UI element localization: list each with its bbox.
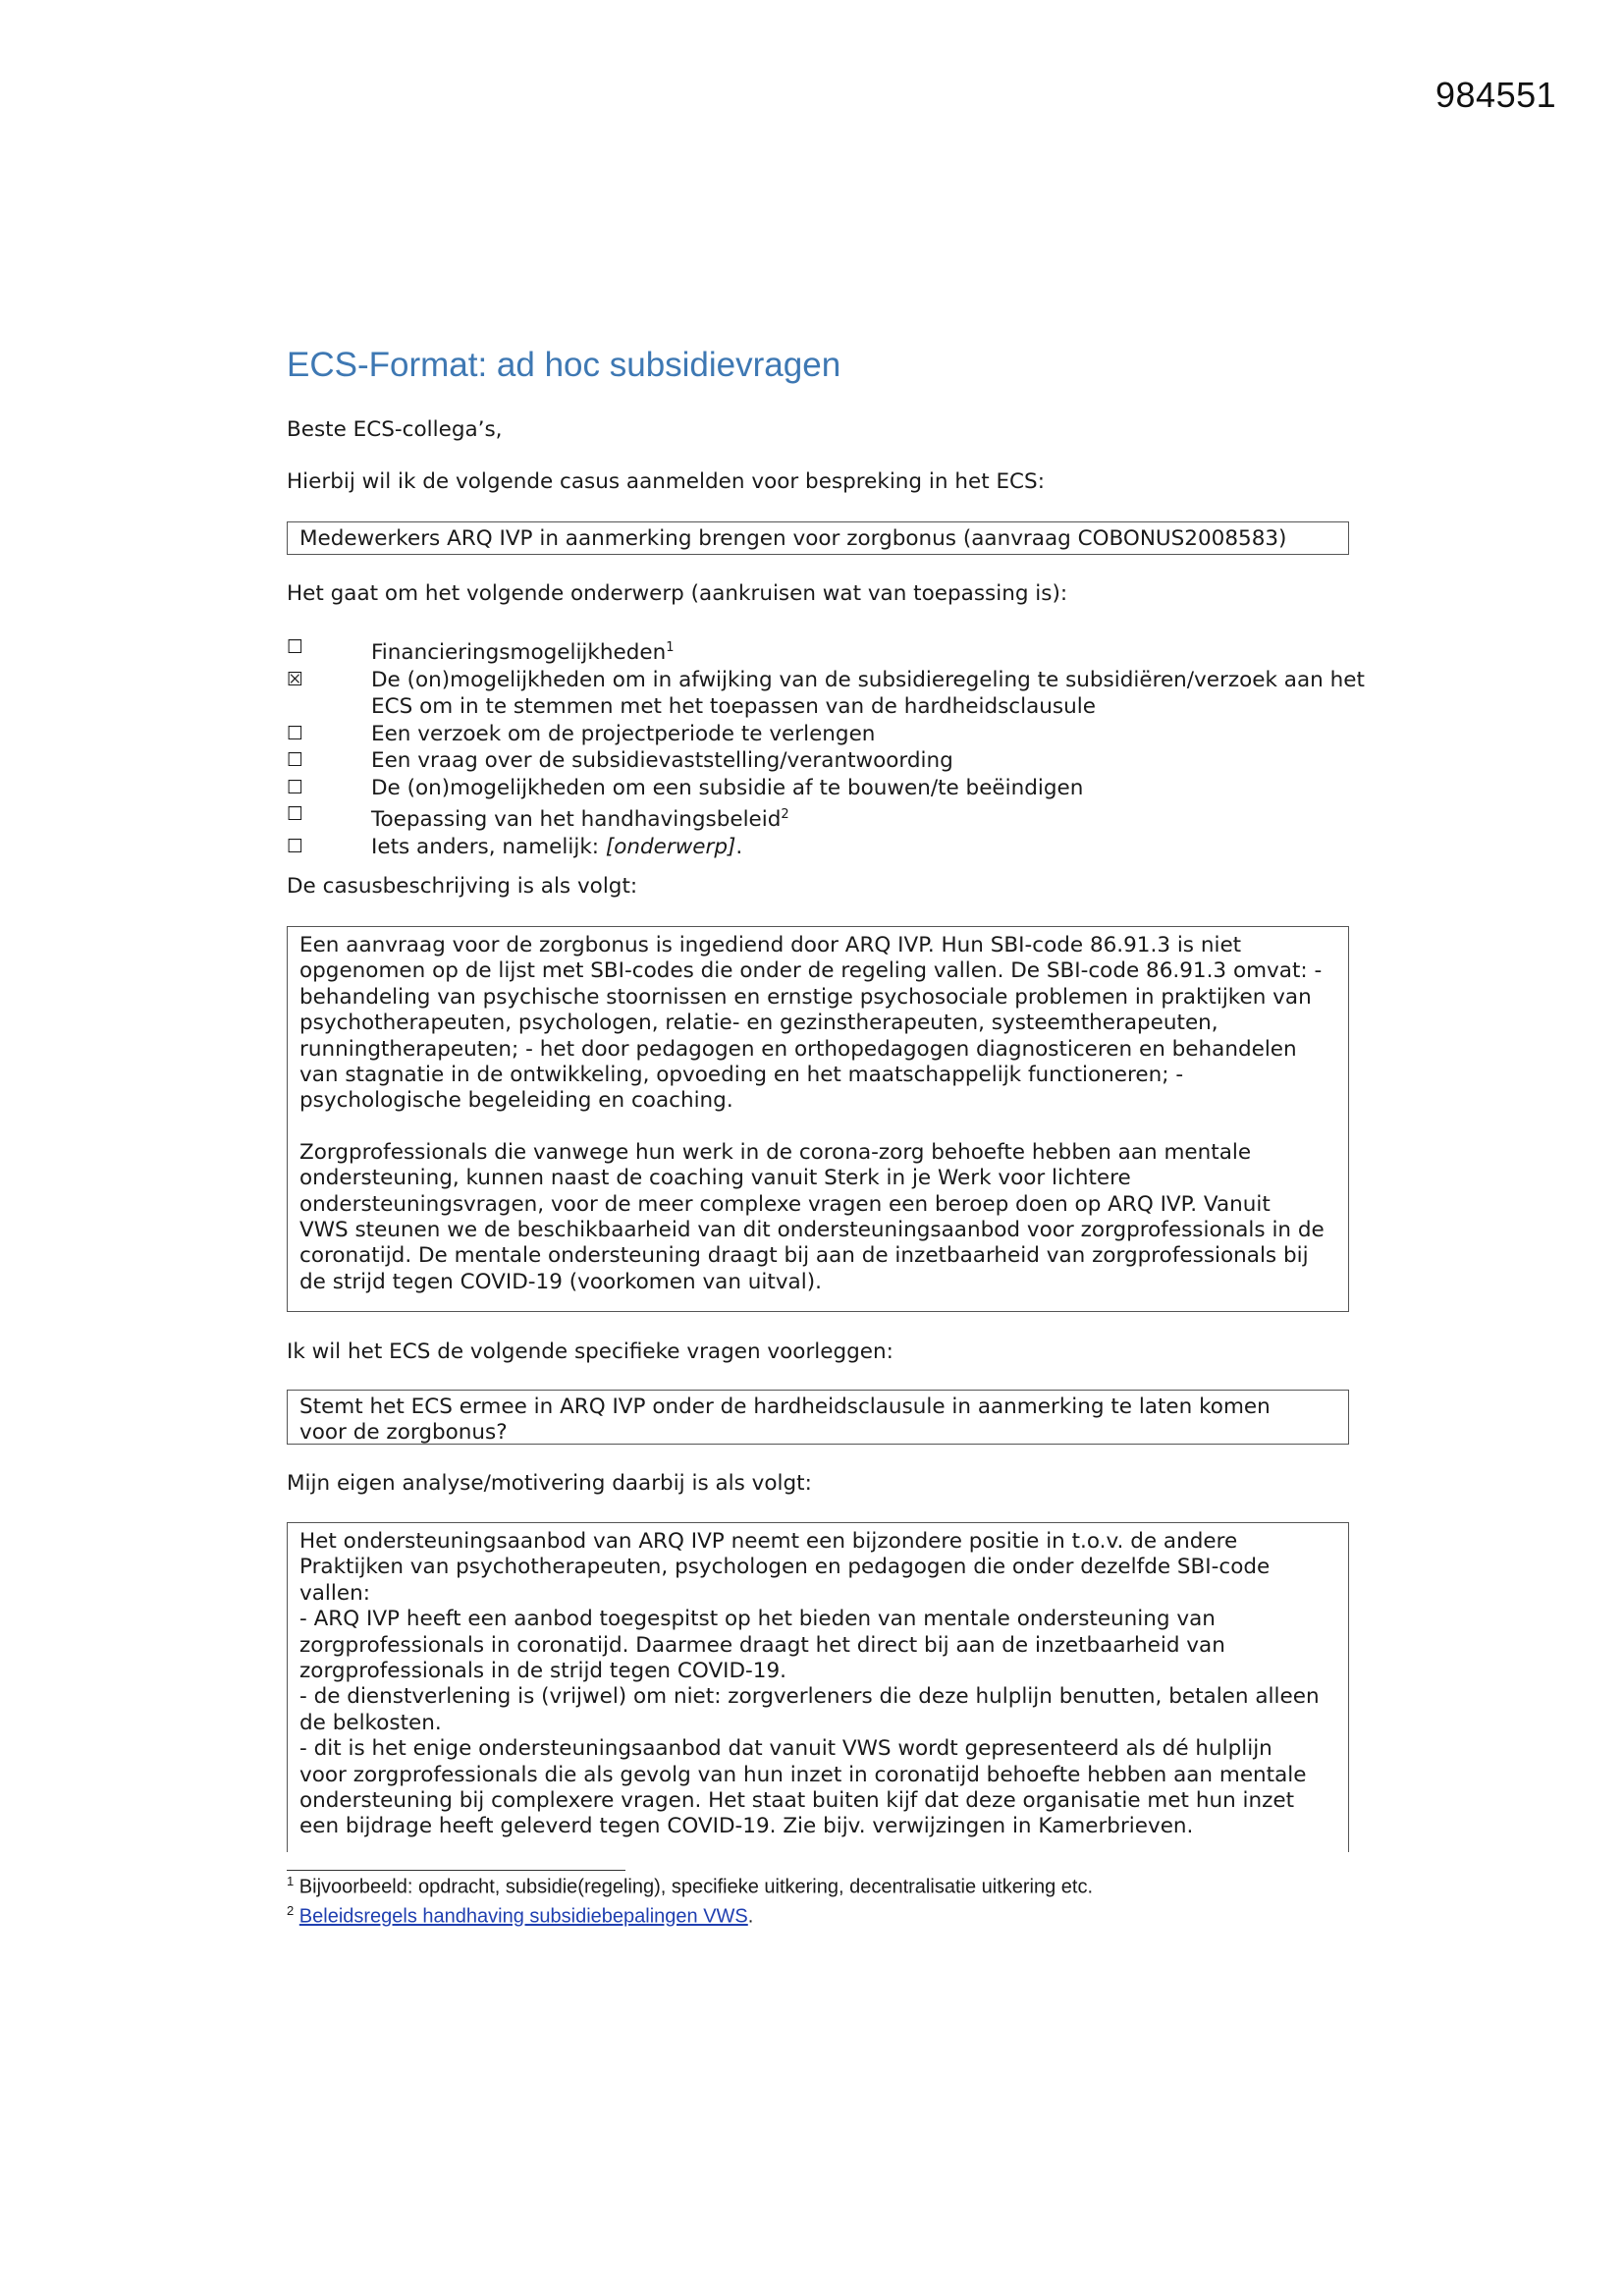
option-label: De (on)mogelijkheden om in afwijking van de subsidieregeling te subsidiëren/verzoek aan het ECS om in te stemmen met het toepassen van de hardheidsclausule xyxy=(371,667,1365,720)
case-title-box xyxy=(287,521,1349,555)
greeting: Beste ECS-collega’s, xyxy=(287,417,503,442)
footnote-ref: 1 xyxy=(666,640,675,655)
case-description-paragraph: Een aanvraag voor de zorgbonus is ingediend door ARQ IVP. Hun SBI-code 86.91.3 is niet opgenomen op de lijst met SBI-codes die onder de regeling vallen. De SBI-code 86.91.3 omvat: - behandeling van psychische stoornissen en ernstige psychosociale problemen in praktijken van psychotherapeuten, psychologen, relatie- en gezinstherapeuten, systeemtherapeuten, runningtherapeuten; - het door pedagogen en orthopedagogen diagnosticeren en behandelen van stagnatie in de ontwikkeling, opvoeding en het maatschappelijk functioneren; - psychologische begeleiding en coaching. xyxy=(299,933,1323,1114)
question-box xyxy=(287,1390,1349,1445)
option-label: Iets anders, namelijk: [onderwerp]. xyxy=(371,834,743,859)
option-row[interactable] xyxy=(287,667,1367,721)
case-title: Medewerkers ARQ IVP in aanmerking brengen voor zorgbonus (aanvraag COBONUS2008583) xyxy=(299,526,1287,551)
subject-checklist xyxy=(287,634,1367,860)
footnote-2: $^2$ Beleidsregels handhaving subsidiebepalingen VWS. xyxy=(287,1903,754,1928)
case-description-paragraph: Zorgprofessionals die vanwege hun werk in de corona-zorg behoefte hebben aan mentale ondersteuning, kunnen naast de coaching vanuit Sterk in je Werk voor lichtere ondersteuningsvragen, voor de meer complexe vragen een beroep doen op ARQ IVP. Vanuit VWS steunen we de beschikbaarheid van dit ondersteuningsaanbod voor zorgprofessionals in de coronatijd. De mentale ondersteuning draagt bij aan de inzetbaarheid van zorgprofessionals bij de strijd tegen COVID-19 (voorkomen van uitval). xyxy=(299,1139,1325,1294)
option-row[interactable] xyxy=(287,747,1367,775)
checkbox-icon[interactable]: ☒ xyxy=(287,668,304,690)
analysis-label: Mijn eigen analyse/motivering daarbij is als volgt: xyxy=(287,1471,812,1496)
analysis-box xyxy=(287,1522,1349,1852)
case-description-label: De casusbeschrijving is als volgt: xyxy=(287,874,638,899)
question-text: Stemt het ECS ermee in ARQ IVP onder de hardheidsclausule in aanmerking te laten komen voor de zorgbonus? xyxy=(299,1394,1271,1446)
option-label: De (on)mogelijkheden om een subsidie af te bouwen/te beëindigen xyxy=(371,775,1084,800)
analysis-text: Het ondersteuningsaanbod van ARQ IVP neemt een bijzondere positie in t.o.v. de andere Praktijken van psychotherapeuten, psychologen en pedagogen die onder dezelfde SBI-code vallen: - ARQ IVP heeft een aanbod toegespitst op het bieden van mentale ondersteuning van zorgprofessionals in coronatijd. Daarmee draagt het direct bij aan de inzetbaarheid van zorgprofessionals in de strijd tegen COVID-19. - de dienstverlening is (vrijwel) om niet: zorgverleners die deze hulplijn benutten, betalen alleen de belkosten. - dit is het enige ondersteuningsaanbod dat vanuit VWS wordt gepresenteerd als dé hulplijn voor zorgprofessionals die als gevolg van hun inzet in coronatijd behoefte hebben aan mentale ondersteuning bij complexere vragen. Het staat buiten kijf dat deze organisatie met hun inzet een bijdrage heeft geleverd tegen COVID-19. Zie bijv. verwijzingen in Kamerbrieven. xyxy=(299,1529,1320,1839)
checkbox-icon[interactable]: ☐ xyxy=(287,776,304,798)
questions-label: Ik wil het ECS de volgende specifieke vragen voorleggen: xyxy=(287,1339,893,1364)
checkbox-icon[interactable]: ☐ xyxy=(287,722,304,744)
option-label: Toepassing van het handhavingsbeleid$^2$ xyxy=(371,807,789,833)
option-row[interactable] xyxy=(287,801,1367,834)
option-label: Een verzoek om de projectperiode te verlengen xyxy=(371,721,876,746)
footnote-number: 1 xyxy=(287,1874,295,1888)
checkbox-icon[interactable]: ☐ xyxy=(287,835,304,857)
option-label: Financieringsmogelijkheden$^1$ xyxy=(371,640,675,666)
option-row[interactable] xyxy=(287,721,1367,748)
option-row[interactable] xyxy=(287,634,1367,667)
page-number: 984551 xyxy=(1435,75,1557,115)
footnote-text: Bijvoorbeeld: opdracht, subsidie(regeling), specifieke uitkering, decentralisatie uitkering etc. xyxy=(298,1876,1094,1898)
checkbox-icon[interactable]: ☐ xyxy=(287,803,304,826)
footnote-divider xyxy=(287,1870,625,1871)
case-description-box xyxy=(287,926,1349,1312)
footnote-ref: 2 xyxy=(781,807,789,823)
option-row[interactable] xyxy=(287,775,1367,802)
option-label: Een vraag over de subsidievaststelling/verantwoording xyxy=(371,748,953,774)
checkbox-icon[interactable]: ☐ xyxy=(287,636,304,658)
checkbox-icon[interactable]: ☐ xyxy=(287,749,304,772)
footnote-1 xyxy=(287,1874,1093,1899)
subject-prompt: Het gaat om het volgende onderwerp (aankruisen wat van toepassing is): xyxy=(287,581,1068,606)
footnote-number: 2 xyxy=(287,1903,295,1918)
option-row[interactable] xyxy=(287,834,1367,861)
intro-text: Hierbij wil ik de volgende casus aanmelden voor bespreking in het ECS: xyxy=(287,469,1045,494)
footnote-link[interactable]: Beleidsregels handhaving subsidiebepalingen VWS xyxy=(298,1905,748,1928)
page-title: ECS-Format: ad hoc subsidievragen xyxy=(287,346,841,384)
option-placeholder: [onderwerp] xyxy=(605,834,736,859)
